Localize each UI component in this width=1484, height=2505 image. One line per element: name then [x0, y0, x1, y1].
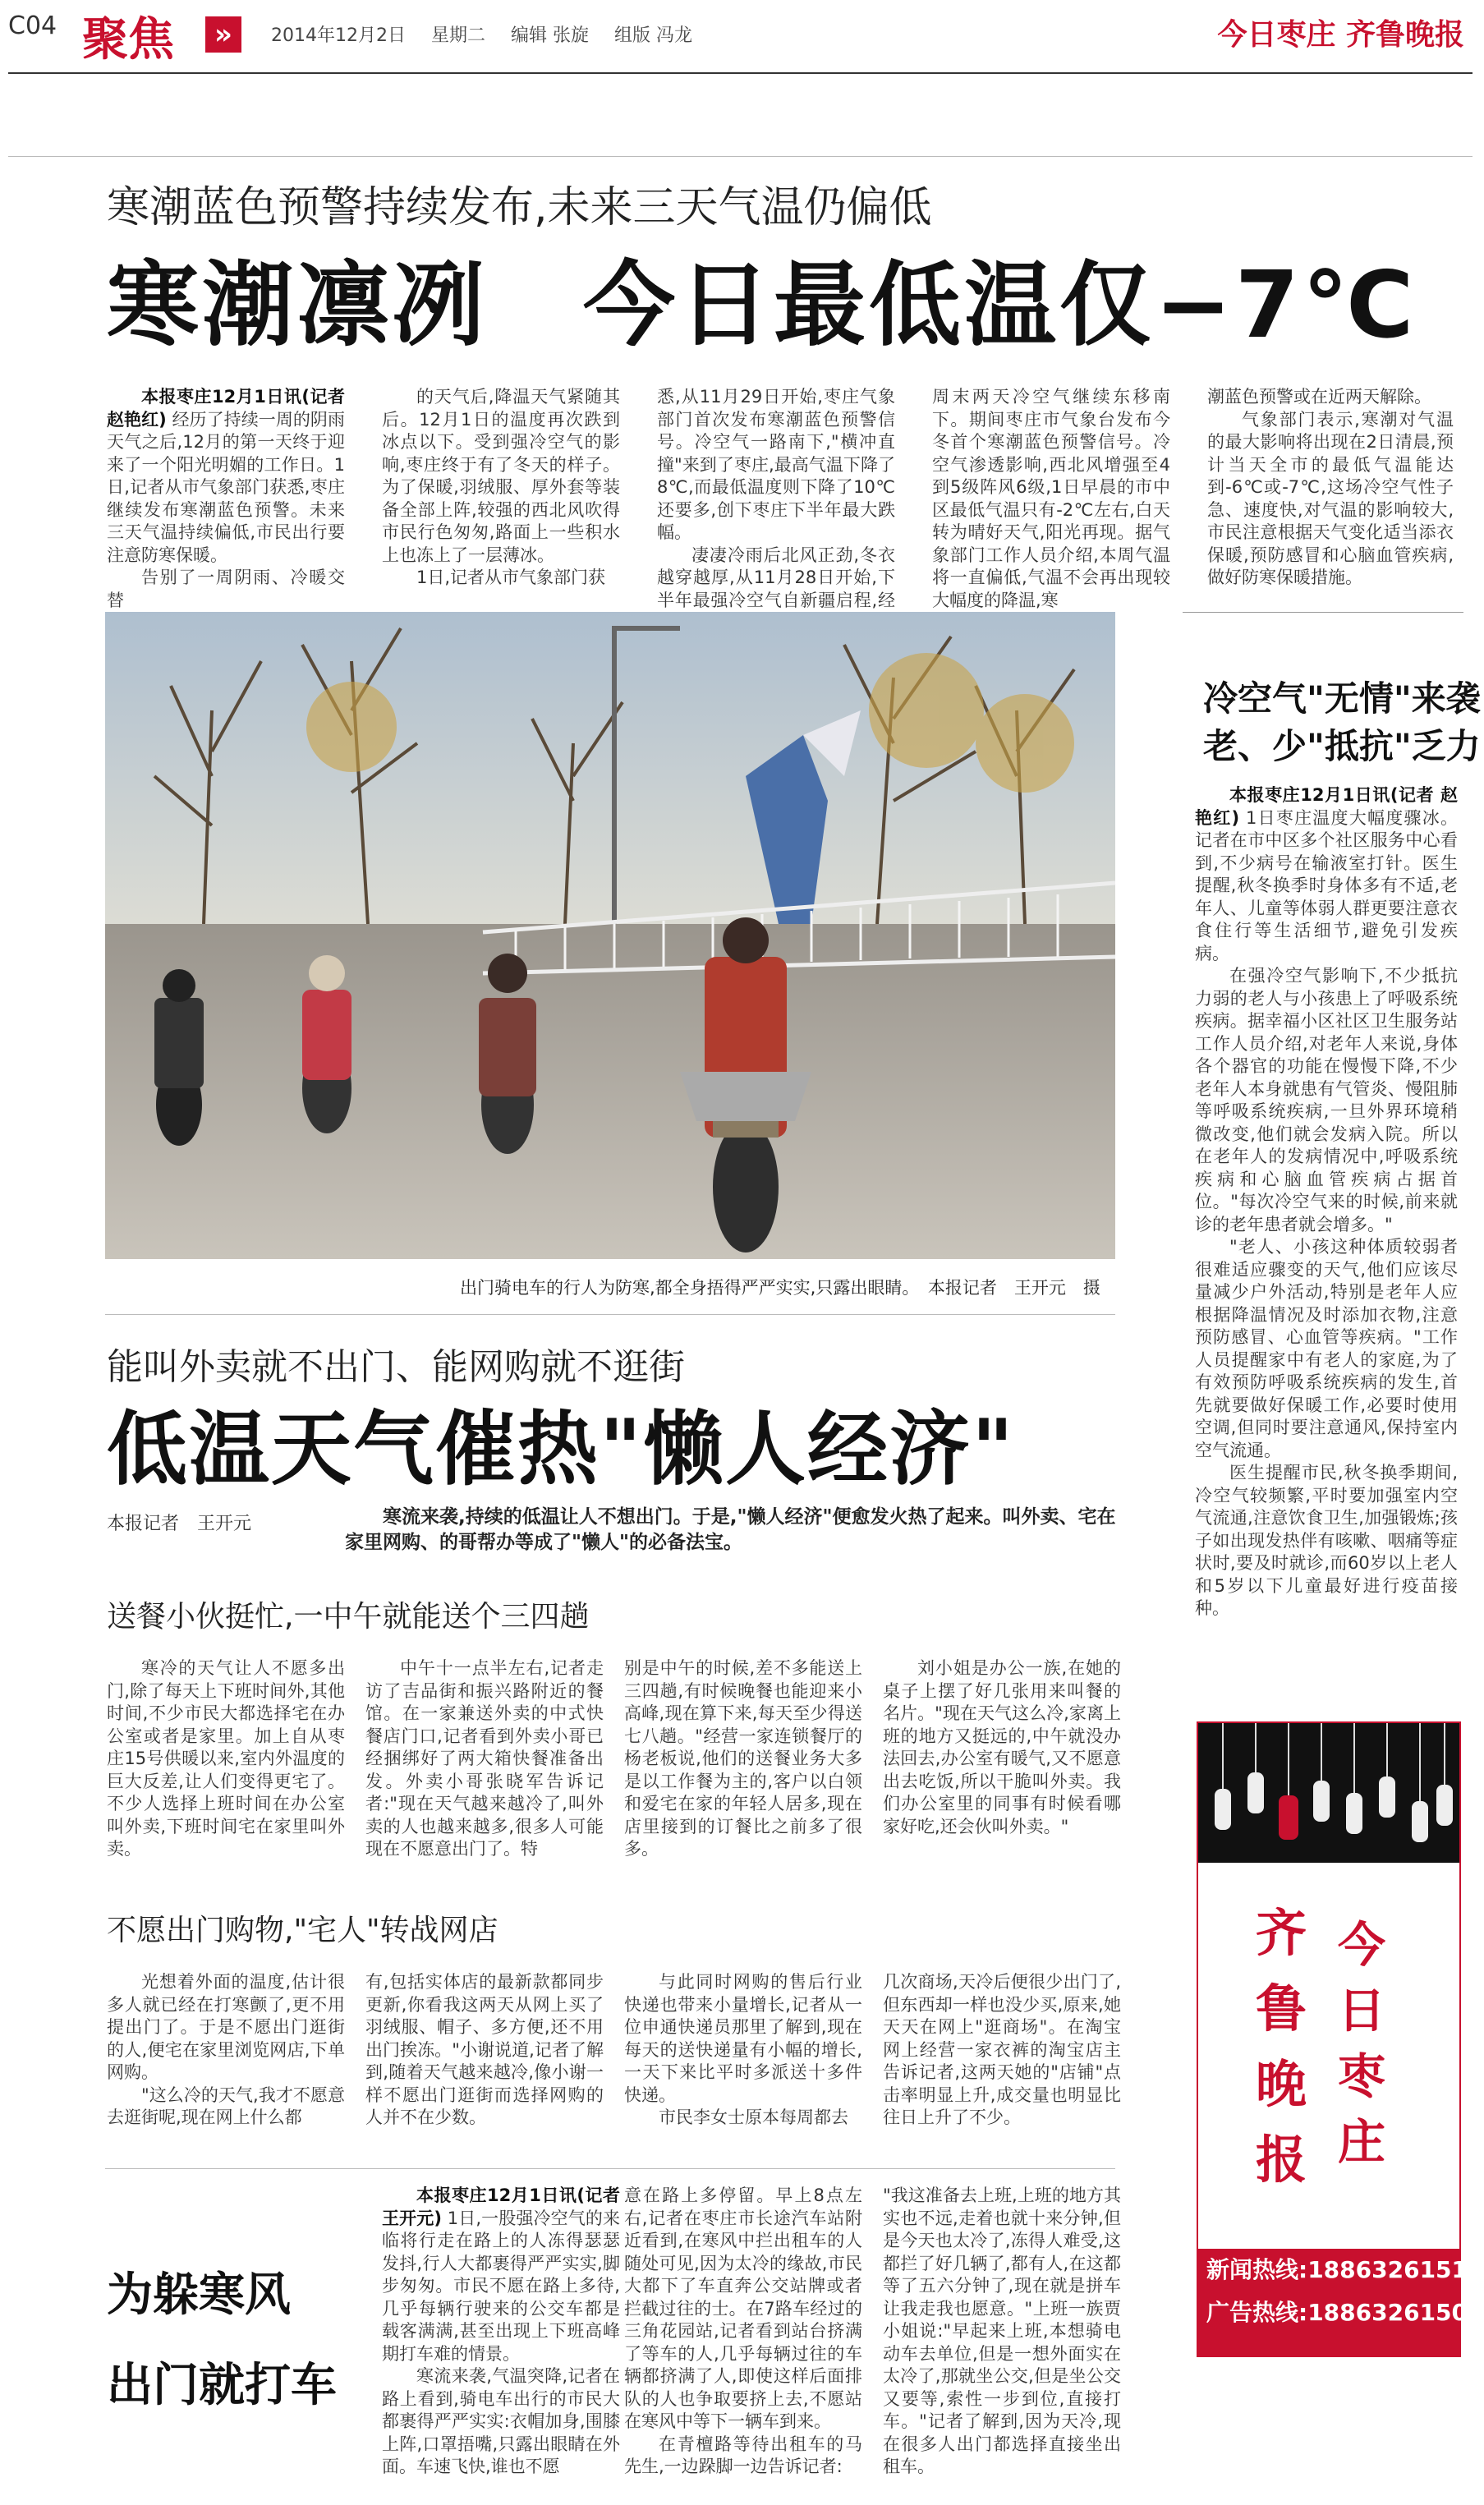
- telephones-illustration: [1198, 1723, 1459, 1863]
- article3-col2-text-b: 在青檀路等待出租车的马先生,一边跺脚一边告诉记者:: [624, 2434, 862, 2476]
- sidebar-p1: 1日枣庄温度大幅度骤冰。记者在市中区多个社区服务中心看到,不少病号在输液室打针。医生提醒,秋冬换季时身体多有不适,老年人、儿童等体弱人群更要注意衣食住行等生活细节,避免引发疾病。: [1195, 807, 1458, 963]
- article1-col4-text: 周末两天冷空气继续东移南下。期间枣庄市气象台发布今冬首个寒潮蓝色预警信号。冷空气渗透影响,西北风增强至4到5级阵风6级,1日早晨的市中区最低气温只有-2℃左右,白天转为晴好天气,阳光再现。据气象部门工作人员介绍,本周气温将一直偏低,气温不会再出现较大幅度的降温,寒: [932, 387, 1170, 610]
- article2-s1-col2-text: 中午十一点半左右,记者走访了吉品街和振兴路附近的餐馆。在一家兼送外卖的中式快餐店门口,记者看到外卖小哥已经捆绑好了两大箱快餐准备出发。外卖小哥张晓军告诉记者:"现在天气越来越冷了,叫外卖的人也越来越多,很多人可能现在不愿意出门了。特: [365, 1658, 604, 1859]
- article1-col3-text: 悉,从11月29日开始,枣庄气象部门首次发布寒潮蓝色预警信号。冷空气一路南下,"横冲直撞"来到了枣庄,最高气温下降了8℃,而最低温度则下降了10℃还要多,创下枣庄下半年最大跌幅。: [657, 387, 895, 542]
- section-title: 聚焦: [82, 12, 174, 67]
- article2-s1-col4-text: 刘小姐是办公一族,在她的桌子上摆了好几张用来叫餐的名片。"现在天气这么冷,家离上班的地方又挺远的,中午就没办法回去,办公室有暖气,又不愿意出去吃饭,所以干脆叫外卖。我们办公室里的同事有时候看哪家好吃,还会伙叫外卖。": [883, 1658, 1121, 1836]
- sidebar-p3: "老人、小孩这种体质较弱者很难适应骤变的天气,他们应该尽量减少户外活动,特别是老年人应根据降温情况及时添加衣物,注意预防感冒、心血管等疾病。"工作人员提醒家中有老人的家庭,为了有效预防呼吸系统疾病的发生,首先就要做好保暖工作,必要时使用空调,但同时要注意通风,保持室内空气流通。: [1195, 1237, 1458, 1460]
- article2-s2-col1-text-b: "这么冷的天气,我才不愿意去逛街呢,现在网上什么都: [107, 2084, 345, 2127]
- article1-col5: [1207, 386, 1454, 591]
- article1-col2-text-b: 1日,记者从市气象部门获: [416, 568, 606, 587]
- article2-s1-col3: [624, 1657, 862, 1887]
- article2-s1-col3-text: 别是中午的时候,差不多能送上三四趟,有时候晚餐也能迎来小高峰,现在算下来,每天至少得送七八趟。"经营一家连锁餐厅的杨老板说,他们的送餐业务大多是以工作餐为主的,客户以白领和爱宅在家的年轻人居多,现在店里接到的订餐比之前多了很多。: [624, 1658, 862, 1859]
- photo-caption: 出门骑电车的行人为防寒,都全身捂得严严实实,只露出眼睛。 本报记者 王开元 摄: [460, 1278, 1100, 1298]
- article3-rule: [105, 2168, 1115, 2169]
- article2-s2-col3: [624, 1971, 862, 2152]
- ad-city-name: 今日枣庄: [1338, 1917, 1386, 2170]
- article1-subhead: 寒潮蓝色预警持续发布,未来三天气温仍偏低: [107, 183, 932, 232]
- article1-col5-text: 潮蓝色预警或在近两天解除。: [1207, 387, 1431, 407]
- sidebar-title-line1: 冷空气"无情"来袭: [1203, 678, 1481, 719]
- newspaper-name: 今日枣庄 齐鲁晚报: [1217, 17, 1464, 52]
- article1-col5-text-b: 气象部门表示,寒潮对气温的最大影响将出现在2日清晨,预计当天全市的最低气温能达到-6℃或-7℃,这场冷空气性子急、速度快,对气温的影响较大,市民注意根据天气变化适当添衣保暖,预防感冒和心脑血管疾病,做好防寒保暖措施。: [1207, 409, 1454, 587]
- article2-s2-col3-text-b: 市民李女士原本每周都去: [659, 2107, 848, 2127]
- street-photo: [105, 612, 1115, 1259]
- article2-s2-col1-text: 光想着外面的温度,估计很多人就已经在打寒颤了,更不用提出门了。于是不愿出门逛街的人,便宅在家里浏览网店,下单网购。: [107, 1972, 345, 2082]
- issue-meta: [271, 21, 712, 47]
- article3-col1: [382, 2185, 620, 2497]
- newspaper-ad: [1197, 1721, 1484, 2357]
- sidebar-title-line2: 老、少"抵抗"乏力: [1203, 726, 1481, 766]
- article3-headline-line2: 出门就打车: [107, 2359, 337, 2412]
- article3-col3-text: "我这准备去上班,上班的地方其实也不远,走着也就十来分钟,但是今天也太冷了,冻得人难受,这都拦了好几辆了,都有人,在这都等了五六分钟了,现在就是拼车让我走我也愿意。"上班一族贾小姐说:"早起来上班,本想骑电动车去单位,但是一想外面实在太冷了,那就坐公交,但是坐公交又要等,索性一步到位,直接打车。"记者了解到,因为天冷,现在很多人出门都选择直接坐出租车。: [883, 2186, 1121, 2476]
- article1-headline: 寒潮凛冽 今日最低温仅−7℃: [107, 252, 1417, 359]
- article3-headline-line1: 为躲寒风: [107, 2268, 291, 2322]
- article3-lead: 本报枣庄12月1日讯(记者 王开元): [382, 2186, 620, 2228]
- article2-s2-col2-text: 有,包括实体店的最新款都同步更新,你看我这两天从网上买了羽绒服、帽子、多方便,还不用出门挨冻。"小谢说道,记者了解到,随着天气越来越冷,像小谢一样不愿出门逛街而选择网购的人并不在少数。: [365, 1972, 604, 2127]
- article2-section1-title: 送餐小伙挺忙,一中午就能送个三四趟: [107, 1600, 590, 1634]
- article1-col3: [657, 386, 895, 610]
- issue-date: 2014年12月2日: [271, 25, 406, 46]
- article2-subhead: 能叫外卖就不出门、能网购就不逛街: [107, 1346, 685, 1388]
- article2-rule: [105, 1314, 1115, 1315]
- header-rule: [8, 72, 1473, 74]
- article2-s2-col4: [883, 1971, 1121, 2152]
- sidebar-lead: 本报枣庄12月1日讯(记者 赵艳红): [1195, 785, 1458, 828]
- article1-col1: [107, 386, 345, 610]
- article3-col1-text: 1日,一股强冷空气的来临将行走在路上的人冻得瑟瑟发抖,行人大都裹得严严实实,脚步匆匆。市民不愿在路上多待,几乎每辆行驶来的公交车都是载客满满,甚至出现上下班高峰期打车难的情景。: [382, 2208, 620, 2364]
- article1-col1-text-b: 告别了一周阴雨、冷暖交替: [107, 568, 345, 610]
- article2-s1-col2: [365, 1657, 604, 1887]
- article3-col3: [883, 2185, 1121, 2497]
- news-hotline: 新闻热线:18863261518: [1206, 2256, 1484, 2283]
- phone-handset-icons: [1198, 1723, 1459, 1863]
- sidebar-rule: [1183, 612, 1463, 613]
- section-arrow-icon: »: [205, 16, 241, 53]
- article1-col2: [382, 386, 620, 591]
- article1-col3-text-b: 凄凄冷雨后北风正劲,冬衣越穿越厚,从11月28日开始,下半年最强冷空气自新疆启程,经: [657, 545, 895, 610]
- street-photo-illustration: [105, 612, 1115, 1259]
- article2-headline: 低温天气催热"懒人经济": [107, 1403, 1016, 1496]
- ad-hotline: 广告热线:18863261508: [1206, 2299, 1484, 2326]
- header-rule-2: [8, 156, 1473, 157]
- article2-s1-col1-text: 寒冷的天气让人不愿多出门,除了每天上下班时间外,其他时间,不少市民大都选择宅在办公室或者是家里。加上自从枣庄15号供暖以来,室内外温度的巨大反差,让人们变得更宅了。不少人选择上班时间在办公室叫外卖,下班时间宅在家里叫外卖。: [107, 1658, 345, 1859]
- article1-col4: [932, 386, 1170, 610]
- issue-weekday: 星期二: [430, 25, 485, 46]
- article2-s1-col1: [107, 1657, 345, 1887]
- article2-s1-col4: [883, 1657, 1121, 1887]
- sidebar-p2: 在强冷空气影响下,不少抵抗力弱的老人与小孩患上了呼吸系统疾病。据幸福小区社区卫生服务站工作人员介绍,对老年人来说,身体各个器官的功能在慢慢下降,不少老年人本身就患有气管炎、慢阻肺等呼吸系统疾病,一旦外界环境稍微改变,他们就会发病入院。所以在老年人的发病情况中,呼吸系统疾病和心脑血管疾病占据首位。"每次冷空气来的时候,前来就诊的老年患者就会增多。": [1195, 966, 1458, 1234]
- editor-credit: 编辑 张旋: [511, 25, 589, 46]
- article1-lead: 本报枣庄12月1日讯(记者 赵艳红): [107, 387, 345, 430]
- article1-col1-text: 经历了持续一周的阴雨天气之后,12月的第一天终于迎来了一个阳光明媚的工作日。1日,记者从市气象部门获悉,枣庄继续发布寒潮蓝色预警。未来三天气温持续偏低,市民出行要注意防寒保暖。: [107, 409, 345, 565]
- article2-s2-col4-text: 几次商场,天冷后便很少出门了,但东西却一样也没少买,原来,她天天在网上"逛商场"。在淘宝网上经营一家衣裤的淘宝店主告诉记者,这两天她的"店铺"点击率明显上升,成交量也明显比往日上升了不少。: [883, 1972, 1121, 2127]
- sidebar-p4: 医生提醒市民,秋冬换季期间,冷空气较频繁,平时要加强室内空气流通,注意饮食卫生,加强锻炼;孩子如出现发热伴有咳嗽、咽痛等症状时,要及时就诊,而60岁以上老人和5岁以下儿童最好进行疫苗接种。: [1195, 1463, 1458, 1618]
- article2-s2-col1: [107, 1971, 345, 2152]
- article2-s2-col3-text: 与此同时网购的售后行业快递也带来小量增长,记者从一位申通快递员那里了解到,现在每天的送快递量有小幅的增长,一天下来比平时多派送十多件快递。: [624, 1972, 862, 2105]
- ad-brand-name: 齐鲁晚报: [1256, 1903, 1307, 2190]
- sidebar-body: [1195, 784, 1458, 1712]
- article2-s2-col2: [365, 1971, 604, 2152]
- article2-byline: 本报记者 王开元: [107, 1514, 252, 1534]
- ad-hotlines: [1198, 2249, 1484, 2356]
- article2-section2-title: 不愿出门购物,"宅人"转战网店: [107, 1914, 498, 1947]
- article1-col2-text: 的天气后,降温天气紧随其后。12月1日的温度再次跌到冰点以下。受到强冷空气的影响,枣庄终于有了冬天的样子。为了保暖,羽绒服、厚外套等装备全部上阵,较强的西北风吹得市民行色匆匆,路面上一些积水上也冻上了一层薄冰。: [382, 387, 620, 565]
- article3-col2-text: 意在路上多停留。早上8点左右,记者在枣庄市长途汽车站附近看到,在寒风中拦出租车的人随处可见,因为太冷的缘故,市民大都下了车直奔公交站牌或者拦截过往的士。在7路车经过的三角花园站,记者看到站台挤满了等车的人,几乎每辆过往的车辆都挤满了人,即使这样后面排队的人也争取要挤上去,不愿站在寒风中等下一辆车到来。: [624, 2186, 862, 2431]
- article2-intro: 寒流来袭,持续的低温让人不想出门。于是,"懒人经济"便愈发火热了起来。叫外卖、宅在家里网购、的哥帮办等成了"懒人"的必备法宝。: [345, 1506, 1116, 1553]
- page-number: C04: [8, 11, 57, 40]
- designer-credit: 组版 冯龙: [614, 25, 692, 46]
- article3-col1-text-b: 寒流来袭,气温突降,记者在路上看到,骑电车出行的市民大都裹得严严实实:衣帽加身,围膝上阵,口罩捂嘴,只露出眼睛在外面。车速飞快,谁也不愿: [382, 2366, 620, 2476]
- sidebar-title: [1203, 675, 1481, 770]
- article3-col2: [624, 2185, 862, 2497]
